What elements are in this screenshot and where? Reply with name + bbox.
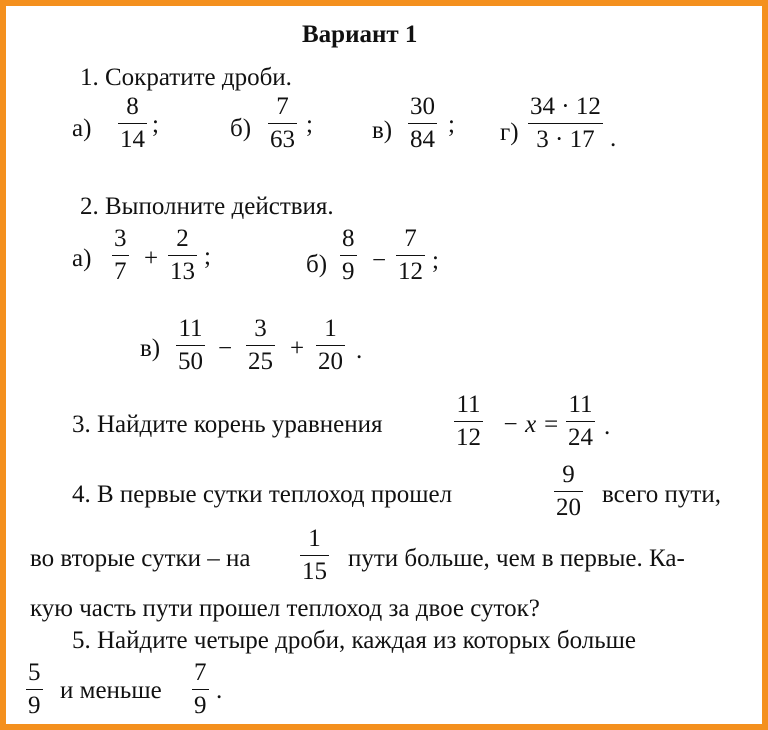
denominator: 25 xyxy=(248,348,273,375)
denominator: 7 xyxy=(114,258,127,285)
task1-a-fraction xyxy=(118,92,147,154)
numerator: 2 xyxy=(176,225,189,252)
page-title: Вариант 1 xyxy=(302,21,418,48)
task1-g-punct: . xyxy=(610,125,617,152)
denominator: 20 xyxy=(556,494,581,521)
numerator: 8 xyxy=(126,93,139,120)
numerator: 5 xyxy=(28,659,41,686)
denominator: 50 xyxy=(178,348,203,375)
numerator: 8 xyxy=(342,225,355,252)
denominator: 3 · 17 xyxy=(536,126,595,153)
numerator: 7 xyxy=(276,93,289,120)
task1-a-label: а) xyxy=(72,115,92,142)
task1-g-fraction xyxy=(528,92,603,154)
numerator: 3 xyxy=(114,225,127,252)
numerator: 7 xyxy=(404,225,417,252)
numerator: 1 xyxy=(308,525,321,552)
numerator: 9 xyxy=(562,461,575,488)
denominator: 9 xyxy=(342,258,355,285)
task1-b-label: б) xyxy=(230,115,252,142)
denominator: 84 xyxy=(410,126,435,153)
task1-b-punct: ; xyxy=(306,111,313,138)
task2-b-fraction-2 xyxy=(396,224,425,286)
numerator: 11 xyxy=(456,391,481,418)
task3-fraction-1 xyxy=(454,390,483,452)
denominator: 63 xyxy=(270,126,295,153)
task3-text: 3. Найдите корень уравнения xyxy=(72,411,383,438)
numerator: 11 xyxy=(178,315,203,342)
denominator: 9 xyxy=(194,692,207,719)
numerator: 1 xyxy=(324,315,337,342)
task5-line1: 5. Найдите четыре дроби, каждая из которых больше xyxy=(72,627,636,654)
denominator: 15 xyxy=(302,558,327,585)
task2-a-operator: + xyxy=(144,245,159,272)
task3-punct: . xyxy=(604,413,611,440)
task2-a-label: а) xyxy=(72,245,92,272)
task2-b-fraction-1 xyxy=(340,224,357,286)
task4-fraction-1 xyxy=(554,460,583,522)
task1-heading: 1. Сократите дроби. xyxy=(80,64,292,91)
task4-line3: кую часть пути прошел теплоход за двое суток? xyxy=(30,595,540,622)
task2-a-fraction-2 xyxy=(168,224,197,286)
task5-fraction-2 xyxy=(192,658,209,720)
denominator: 14 xyxy=(120,126,145,153)
denominator: 24 xyxy=(568,424,593,451)
numerator: 3 xyxy=(254,315,267,342)
task3-equation-middle: − x = xyxy=(502,411,560,438)
task1-g-label: г) xyxy=(500,119,519,146)
task2-v-operator-1: − xyxy=(218,335,233,362)
task2-v-fraction-2 xyxy=(246,314,275,376)
task5-punct: . xyxy=(216,677,223,704)
task2-v-fraction-3 xyxy=(316,314,345,376)
task1-v-label: в) xyxy=(372,117,393,144)
task4-line2-start: во вторые сутки – на xyxy=(30,545,251,572)
task3-fraction-2 xyxy=(566,390,595,452)
task2-a-fraction-1 xyxy=(112,224,129,286)
numerator: 11 xyxy=(568,391,593,418)
task4-line2-end: пути больше, чем в первые. Ка- xyxy=(348,545,685,572)
task2-heading: 2. Выполните действия. xyxy=(80,193,334,220)
task1-v-punct: ; xyxy=(448,111,455,138)
task2-v-operator-2: + xyxy=(290,335,305,362)
task4-line1-start: 4. В первые сутки теплоход прошел xyxy=(72,481,453,508)
numerator: 30 xyxy=(410,93,435,120)
task4-line1-end: всего пути, xyxy=(602,481,721,508)
task5-fraction-1 xyxy=(26,658,43,720)
denominator: 20 xyxy=(318,348,343,375)
task5-middle: и меньше xyxy=(60,677,162,704)
task2-v-fraction-1 xyxy=(176,314,205,376)
denominator: 13 xyxy=(170,258,195,285)
task2-b-punct: ; xyxy=(432,247,439,274)
task2-v-punct: . xyxy=(356,337,363,364)
task1-v-fraction xyxy=(408,92,437,154)
denominator: 12 xyxy=(398,258,423,285)
task1-b-fraction xyxy=(268,92,297,154)
numerator: 34 · 12 xyxy=(530,93,601,120)
task2-b-label: б) xyxy=(306,251,328,278)
denominator: 12 xyxy=(456,424,481,451)
task2-v-label: в) xyxy=(140,335,161,362)
task4-fraction-2 xyxy=(300,524,329,586)
task2-b-operator: − xyxy=(372,247,387,274)
denominator: 9 xyxy=(28,692,41,719)
task1-a-punct: ; xyxy=(152,111,159,138)
numerator: 7 xyxy=(194,659,207,686)
task2-a-punct: ; xyxy=(204,243,211,270)
